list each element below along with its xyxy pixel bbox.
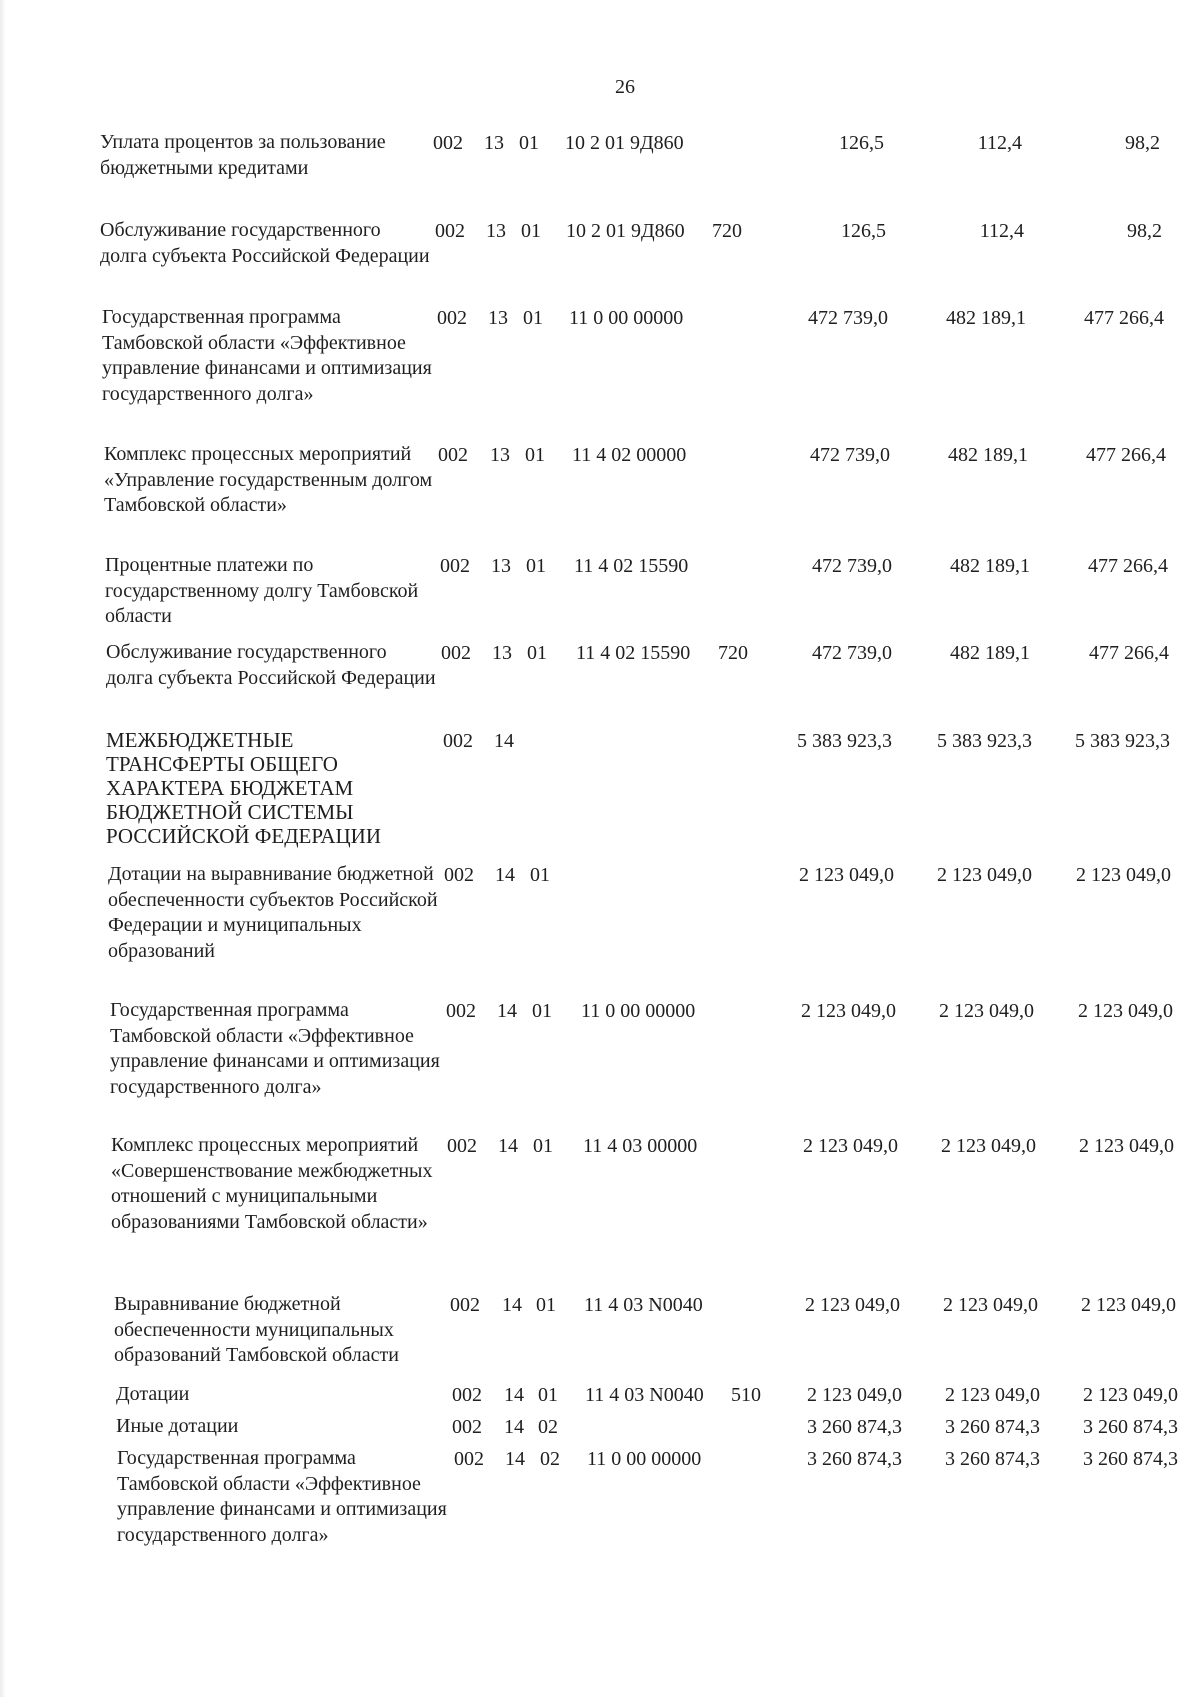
row-rz: 14 (505, 1448, 525, 1470)
row-ved: 002 (435, 220, 465, 242)
row-pr: 01 (530, 864, 550, 886)
row-ved: 002 (441, 642, 471, 664)
row-year2: 3 260 874,3 (945, 1448, 1040, 1470)
row-ved: 002 (447, 1135, 477, 1157)
row-rz: 14 (502, 1294, 522, 1316)
row-year2: 482 189,1 (946, 307, 1026, 329)
row-pr: 01 (525, 444, 545, 466)
row-year1: 126,5 (841, 220, 886, 242)
row-rz: 13 (486, 220, 506, 242)
row-csr: 11 0 00 00000 (581, 1000, 696, 1022)
row-name: Иные дотации (116, 1415, 239, 1437)
row-vr: 720 (712, 220, 742, 242)
row-ved: 002 (452, 1416, 482, 1438)
row-rz: 14 (497, 1000, 517, 1022)
row-rz: 14 (504, 1384, 524, 1406)
row-year3: 3 260 874,3 (1083, 1416, 1178, 1438)
row-year1: 2 123 049,0 (807, 1384, 902, 1406)
row-year2: 2 123 049,0 (937, 864, 1032, 886)
row-year1: 2 123 049,0 (799, 864, 894, 886)
row-vr: 720 (718, 642, 748, 664)
row-pr: 01 (532, 1000, 552, 1022)
row-year1: 472 739,0 (808, 307, 888, 329)
row-csr: 11 0 00 00000 (569, 307, 684, 329)
row-ved: 002 (437, 307, 467, 329)
row-rz: 14 (494, 730, 514, 752)
row-ved: 002 (433, 132, 463, 154)
row-name: Государственная программа Тамбовской области «Эффективное управление финансами и оптимизация государственного долга» (110, 999, 440, 1098)
row-name: Обслуживание государственного долга субъекта Российской Федерации (100, 219, 430, 267)
row-pr: 01 (523, 307, 543, 329)
row-year3: 98,2 (1125, 132, 1160, 154)
row-year2: 5 383 923,3 (937, 730, 1032, 752)
page-number: 26 (615, 76, 635, 98)
row-ved: 002 (450, 1294, 480, 1316)
row-year3: 2 123 049,0 (1083, 1384, 1178, 1406)
row-pr: 01 (526, 555, 546, 577)
row-rz: 14 (495, 864, 515, 886)
row-csr: 10 2 01 9Д860 (566, 220, 685, 242)
row-year2: 2 123 049,0 (939, 1000, 1034, 1022)
row-year2: 3 260 874,3 (945, 1416, 1040, 1438)
row-name: Дотации (116, 1383, 190, 1405)
row-year1: 2 123 049,0 (803, 1135, 898, 1157)
section-name: МЕЖБЮДЖЕТНЫЕ ТРАНСФЕРТЫ ОБЩЕГО ХАРАКТЕРА БЮДЖЕТАМ БЮДЖЕТНОЙ СИСТЕМЫ РОССИЙСКОЙ ФЕДЕРАЦИИ (106, 728, 381, 848)
row-csr: 11 4 03 00000 (583, 1135, 698, 1157)
row-year1: 2 123 049,0 (801, 1000, 896, 1022)
row-rz: 13 (488, 307, 508, 329)
row-ved: 002 (446, 1000, 476, 1022)
row-year1: 3 260 874,3 (807, 1416, 902, 1438)
row-name: Комплекс процессных мероприятий «Управление государственным долгом Тамбовской области» (104, 443, 433, 516)
row-ved: 002 (452, 1384, 482, 1406)
row-vr: 510 (731, 1384, 761, 1406)
row-name: Процентные платежи по государственному долгу Тамбовской области (105, 554, 419, 627)
row-csr: 11 4 03 N0040 (585, 1384, 704, 1406)
row-name: Выравнивание бюджетной обеспеченности муниципальных образований Тамбовской области (114, 1293, 399, 1366)
row-year3: 5 383 923,3 (1075, 730, 1170, 752)
row-ved: 002 (440, 555, 470, 577)
row-pr: 02 (540, 1448, 560, 1470)
row-year1: 2 123 049,0 (805, 1294, 900, 1316)
row-csr: 10 2 01 9Д860 (565, 132, 684, 154)
row-year2: 2 123 049,0 (943, 1294, 1038, 1316)
row-year2: 482 189,1 (950, 642, 1030, 664)
row-ved: 002 (438, 444, 468, 466)
row-year1: 472 739,0 (812, 555, 892, 577)
row-rz: 13 (484, 132, 504, 154)
row-year3: 477 266,4 (1088, 555, 1168, 577)
row-year3: 2 123 049,0 (1078, 1000, 1173, 1022)
row-year2: 2 123 049,0 (941, 1135, 1036, 1157)
row-year1: 472 739,0 (810, 444, 890, 466)
row-year3: 477 266,4 (1089, 642, 1169, 664)
row-name: Дотации на выравнивание бюджетной обеспеченности субъектов Российской Федерации и муниципальных образований (108, 863, 438, 962)
row-year3: 98,2 (1127, 220, 1162, 242)
row-year3: 3 260 874,3 (1083, 1448, 1178, 1470)
row-rz: 13 (492, 642, 512, 664)
row-ved: 002 (444, 864, 474, 886)
row-csr: 11 0 00 00000 (587, 1448, 702, 1470)
row-year3: 2 123 049,0 (1079, 1135, 1174, 1157)
row-year3: 2 123 049,0 (1076, 864, 1171, 886)
row-year2: 2 123 049,0 (945, 1384, 1040, 1406)
row-name: Комплекс процессных мероприятий «Совершенствование межбюджетных отношений с муниципальными образованиями Тамбовской области» (111, 1134, 433, 1233)
row-year1: 3 260 874,3 (807, 1448, 902, 1470)
row-year1: 5 383 923,3 (797, 730, 892, 752)
row-name: Обслуживание государственного долга субъекта Российской Федерации (106, 641, 436, 689)
row-ved: 002 (443, 730, 473, 752)
row-name: Государственная программа Тамбовской области «Эффективное управление финансами и оптимизация государственного долга» (117, 1447, 447, 1546)
row-ved: 002 (454, 1448, 484, 1470)
row-csr: 11 4 02 15590 (574, 555, 689, 577)
row-year2: 112,4 (977, 132, 1022, 154)
row-name: Государственная программа Тамбовской области «Эффективное управление финансами и оптимизация государственного долга» (102, 306, 432, 405)
row-year1: 472 739,0 (812, 642, 892, 664)
row-pr: 01 (536, 1294, 556, 1316)
row-pr: 01 (538, 1384, 558, 1406)
row-csr: 11 4 02 00000 (572, 444, 687, 466)
row-rz: 13 (490, 444, 510, 466)
row-rz: 13 (491, 555, 511, 577)
row-pr: 01 (519, 132, 539, 154)
row-pr: 01 (533, 1135, 553, 1157)
row-year3: 477 266,4 (1086, 444, 1166, 466)
row-rz: 14 (498, 1135, 518, 1157)
row-year2: 482 189,1 (948, 444, 1028, 466)
row-year3: 2 123 049,0 (1081, 1294, 1176, 1316)
row-year2: 112,4 (979, 220, 1024, 242)
row-pr: 01 (527, 642, 547, 664)
row-pr: 02 (538, 1416, 558, 1438)
row-rz: 14 (504, 1416, 524, 1438)
row-csr: 11 4 03 N0040 (584, 1294, 703, 1316)
row-year2: 482 189,1 (950, 555, 1030, 577)
row-year1: 126,5 (839, 132, 884, 154)
row-year3: 477 266,4 (1084, 307, 1164, 329)
row-pr: 01 (521, 220, 541, 242)
row-name: Уплата процентов за пользование бюджетными кредитами (100, 131, 386, 179)
row-csr: 11 4 02 15590 (576, 642, 691, 664)
